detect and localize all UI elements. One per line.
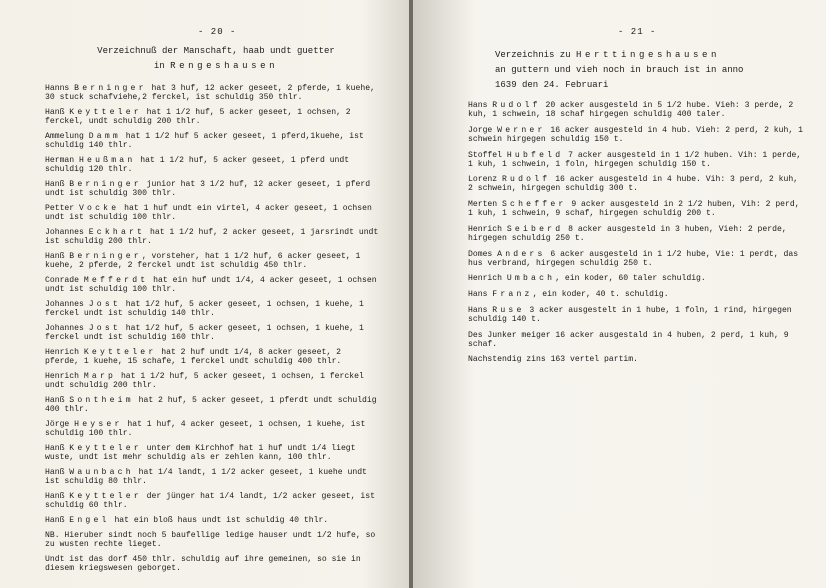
ledger-entry [45,468,379,486]
ledger-entry [468,101,806,119]
ledger-entry [468,306,806,324]
given-name: Domes [468,249,498,259]
ledger-entry [45,492,379,510]
ledger-entry [45,300,379,318]
given-name: Ammelung [45,131,89,141]
surname: Heyser [74,419,123,429]
entry-text: Des Junker meiger 16 acker ausgestald in 4 huben, 2 perd, 1 kuh, 9 schaf. [468,330,794,349]
surname: Eckhart [88,227,146,237]
title-line [66,59,366,74]
title-line: an guttern und vieh noch in brauch ist in anno [495,65,744,75]
given-name: Hanß [45,491,70,501]
surname: Waunbach [69,467,134,477]
surname: Vocke [79,203,120,213]
ledger-entry [45,156,379,174]
surname: Ruse [492,305,525,315]
title-prefix: in [153,61,171,71]
entry-text: , ein koder, 40 t. schuldig. [532,290,669,300]
given-name: Merten [468,200,502,210]
ledger-entry [45,516,379,525]
given-name: Hans [468,305,493,315]
ledger-entry [468,331,806,349]
entry-text: hat 2 huf undt 1/4, 8 acker geseet, 2 pferde, 1 kuehe, 15 schafe, 1 ferckel undt schuldig 400 thlr. [45,347,346,366]
ledger-entry [45,132,379,150]
entry-text: hat 1/4 landt, 1 1/2 acker geseet, 1 kuehe undt ist schuldig 80 thlr. [45,467,372,486]
ledger-entry [45,227,384,246]
given-name: Petter [45,203,79,213]
entry-text: hat 2 huf, 5 acker geseet, 1 pferdt undt schuldig 400 thlr. [45,395,382,414]
entry-text: Nachstendig zins 163 vertel partim. [468,355,638,365]
page-number: - 21 - [618,27,657,37]
title-line: Verzeichnuß der Manschaft, haab undt guetter [97,46,335,56]
given-name: Johannes [45,227,89,237]
given-name: Hanß [45,107,70,117]
given-name: Herman [45,155,79,165]
given-name: Jorge [468,125,498,135]
surname: Engel [69,515,110,525]
surname: Jost [88,323,121,333]
ledger-entry [45,372,379,390]
given-name: Hans [468,101,493,110]
given-name: Hanß [45,395,70,405]
ledger-entry [45,204,379,222]
entry-text: hat 1 1/2 huf, 5 acker geseet, 1 ochsen, 1 ferckel undt schuldig 200 thlr. [45,371,369,390]
given-name: Henrich [468,274,507,284]
surname: Werner [497,125,546,135]
title-line [495,48,805,63]
entry-text: hat 1 huf, 4 acker geseet, 1 ochsen, 1 kuehe, ist schuldig 100 thlr. [45,419,371,438]
given-name: Hanß [45,515,70,525]
entry-text: 16 acker ausgesteld in 4 hub. Vieh: 2 perd, 2 kuh, 1 schwein hirgegen schuldig 150 t. [468,125,808,144]
surname: Berninger [69,251,142,261]
entry-text: hat 3 huf, 12 acker geseet, 2 pferde, 1 kuehe, 30 stuck schafviehe,2 ferckel, ist schuldig 350 thlr. [45,84,380,103]
entry-text: Undt ist das dorf 450 thlr. schuldig auf ihre gemeinen, so sie in diesem kriegswesen geborget. [45,554,366,573]
entry-text: 6 acker ausgesteld in 1 1/2 hube, Vie: 1 perdt, das hus verbrand, hirgegen schuldig 250 t. [468,249,803,268]
ledger-entry [468,126,806,144]
surname: Berninger [74,84,147,93]
page-title [495,48,805,93]
given-name: Henrich [45,347,84,357]
ledger-entry [45,108,379,126]
page-title [66,44,366,74]
ledger-entry [45,324,379,342]
title-prefix: Verzeichnis zu [495,50,577,60]
surname: Sontheim [69,395,134,405]
given-name: Hanß [45,179,70,189]
given-name: Hanß [45,251,70,261]
surname: Marp [83,371,117,381]
given-name: Lorenz [468,175,502,185]
ledger-entry [468,151,806,169]
surname: Hubfeld [506,150,564,160]
title-line: 1639 den 24. Februari [495,80,609,90]
entry-text: junior hat 3 1/2 huf, 12 acker geseet, 1 pferd undt ist schuldig 300 thlr. [45,179,375,199]
ledger-entry [468,200,806,218]
entry-text: 20 acker ausgesteld in 5 1/2 hube. Vieh: 3 perde, 2 kuh, 1 schwein, 18 schaf hirgegen schuldig 400 taler. [468,101,799,120]
entry-text: hat 1/2 huf, 5 acker geseet, 1 ochsen, 1 kuehe, 1 ferckel undt ist schuldig 160 thlr. [45,323,369,342]
entry-text: der jünger hat 1/4 landt, 1/2 acker geseet, ist schuldig 60 thlr. [45,491,380,510]
ledger-entry [468,355,806,364]
entry-list [45,84,384,579]
ledger-entry [468,175,806,193]
entry-text: 9 acker ausgesteld in 2 1/2 huben, Vih: 2 perd, 1 kuh, 1 schwein, 9 schaf, hirgegen schuldig 200 t. [468,200,805,219]
given-name: Johannes [45,323,89,333]
surname: Keytteler [83,347,157,357]
surname: Seiberd [506,224,564,234]
given-name: Henrich [468,224,507,234]
given-name: Johannes [45,299,89,309]
ledger-entry [45,275,382,294]
surname: Anders [497,249,546,259]
given-name: Jörge [45,419,75,429]
entry-text: unter dem Kirchhof hat 1 huf undt 1/4 liegt wuste, undt ist mehr schuldig als er zehlen kann, 100 thlr. [45,443,361,462]
entry-text: hat 1 1/2 huf, 5 acker geseet, 1 pferd undt schuldig 120 thlr. [45,155,354,175]
entry-text: 8 acker ausgesteld in 3 huben, Vieh: 2 perde, hirgegen schuldig 250 t. [468,224,792,243]
ledger-entry [45,555,379,573]
entry-text: hat 1 1/2 huf, 5 acker geseet, 1 ochsen, 2 ferckel, undt schuldig 200 thlr. [45,107,356,127]
entry-text: hat 1 1/2 huf 5 acker geseet, 1 pferd,1kuehe, ist schuldig 140 thlr. [45,131,369,151]
ledger-entry [45,252,379,270]
ledger-entry [45,180,379,198]
given-name: Hanß [45,443,70,453]
entry-text: 7 acker ausgesteld in 1 1/2 huben. Vih: 1 perde, 1 kuh, 1 schwein, 1 foln, hirgegen schuldig 150 t. [468,150,807,169]
surname: Rudolf [502,175,551,185]
surname: Franz [492,290,533,300]
ledger-entry [45,420,379,438]
left-page [0,0,411,588]
ledger-entry [468,274,806,283]
given-name: Hans [468,290,493,300]
surname: Heußman [79,155,136,165]
ledger-entry [468,290,806,299]
entry-text: hat ein huf undt 1/4, 4 acker geseet, 1 ochsen undt ist schuldig 100 thlr. [45,275,382,294]
surname: Keytteler [69,107,142,117]
entry-text: hat 1 huf undt ein virtel, 4 acker geseet, 1 ochsen undt ist schuldig 100 thlr. [45,203,377,223]
entry-text: hat 1/2 huf, 5 acker geseet, 1 ochsen, 1 kuehe, 1 ferckel undt ist schuldig 140 thlr. [45,299,369,318]
entry-text: 16 acker ausgesteld in 4 hube. Vih: 3 perd, 2 kuh, 2 schwein, hirgegen schuldig 300 t. [468,175,803,194]
page-number: - 20 - [198,27,237,37]
ledger-entry [468,225,806,243]
given-name: Hanns [45,84,75,93]
given-name: Henrich [45,371,84,381]
surname: Jost [88,299,121,309]
entry-text: 3 acker ausgestelt in 1 hube, 1 foln, 1 rind, hirgegen schuldig 140 t. [468,305,797,324]
entry-text: , vorsteher, hat 1 1/2 huf, 6 acker geseet, 1 kuehe, 2 pferde, 2 ferckel undt ist schuldig 450 thlr. [45,251,366,270]
given-name: Hanß [45,467,70,477]
entry-list [468,101,806,371]
ledger-entry [45,444,379,462]
surname: Damm [88,131,121,141]
surname: Umbach [506,274,556,284]
place-name: Herttingeshausen [576,50,721,60]
ledger-entry [45,348,379,366]
surname: Scheffer [502,200,567,210]
given-name: Conrade [45,275,84,285]
surname: Berninger [69,179,142,189]
entry-text: , ein koder, 60 taler schuldig. [555,274,706,284]
surname: Keytteler [69,491,142,501]
place-name: Rengeshausen [170,61,279,71]
entry-text: hat 1 1/2 huf, 2 acker geseet, 1 jarsrindt undt ist schuldig 200 thlr. [45,227,384,246]
surname: Rudolf [492,101,541,110]
right-page [413,0,826,588]
entry-text: NB. Hieruber sindt noch 5 baufellige ledige hauser undt 1/2 hufe, so zu wusten rechte lieget. [45,530,381,549]
ledger-entry [45,531,379,549]
ledger-entry [45,395,382,414]
ledger-entry [45,84,379,102]
ledger-entry [468,250,806,268]
given-name: Stoffel [468,150,507,160]
surname: Keytteler [69,443,142,453]
surname: Mefferdt [83,275,149,285]
entry-text: hat ein bloß haus undt ist schuldig 40 thlr. [109,515,329,525]
